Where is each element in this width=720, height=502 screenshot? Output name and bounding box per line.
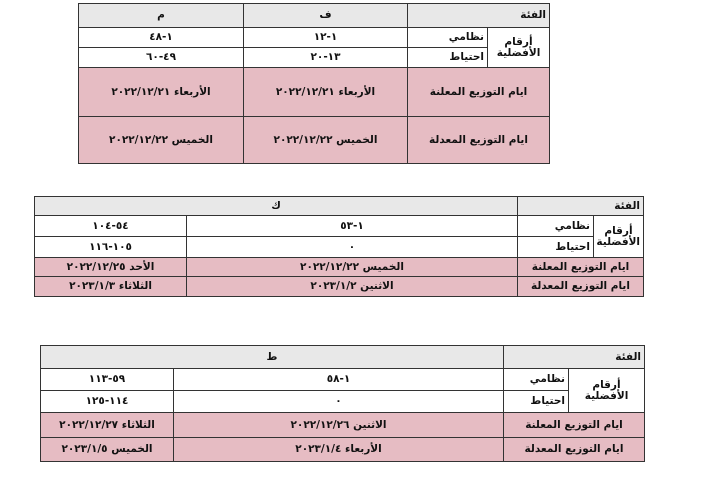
distribution-table-2	[34, 196, 644, 297]
category-header: الفئة	[518, 197, 644, 216]
announced-date-1: الخميس ٢٠٢٢/١٢/٢٢	[187, 258, 518, 277]
category-m-header: م	[79, 4, 244, 28]
reserve-value-2: ١٠٥-١١٦	[35, 237, 187, 258]
regular-value-2: ٥٩-١١٣	[41, 369, 174, 391]
announced-date-2: الأحد ٢٠٢٢/١٢/٢٥	[35, 258, 187, 277]
reserve-f-value: ١٣-٢٠	[244, 48, 408, 68]
preference-numbers-label: أرقام الأفضلية	[488, 28, 550, 68]
category-header: الفئة	[504, 346, 645, 369]
reserve-value-1: ٠	[174, 391, 504, 413]
modified-days-label: ايام التوزيع المعدلة	[518, 277, 644, 297]
announced-date-2: الثلاثاء ٢٠٢٢/١٢/٢٧	[41, 413, 174, 438]
preference-numbers-label: أرقام الأفضلية	[569, 369, 645, 413]
distribution-table-1	[78, 3, 550, 164]
regular-m-value: ١-٤٨	[79, 28, 244, 48]
reserve-label: احتياط	[408, 48, 488, 68]
category-t-header: ط	[41, 346, 504, 369]
regular-value-2: ٥٤-١٠٤	[35, 216, 187, 237]
regular-value-1: ١-٥٣	[187, 216, 518, 237]
category-header: الفئة	[408, 4, 550, 28]
reserve-label: احتياط	[504, 391, 569, 413]
announced-days-label: ايام التوزيع المعلنة	[504, 413, 645, 438]
distribution-table-3	[40, 345, 645, 462]
modified-days-label: ايام التوزيع المعدلة	[408, 117, 550, 164]
reserve-value-1: ٠	[187, 237, 518, 258]
modified-date-2: الثلاثاء ٢٠٢٣/١/٣	[35, 277, 187, 297]
announced-days-label: ايام التوزيع المعلنة	[408, 68, 550, 117]
reserve-label: احتياط	[518, 237, 594, 258]
modified-f-date: الخميس ٢٠٢٢/١٢/٢٢	[244, 117, 408, 164]
reserve-value-2: ١١٤-١٢٥	[41, 391, 174, 413]
modified-m-date: الخميس ٢٠٢٢/١٢/٢٢	[79, 117, 244, 164]
preference-numbers-label: أرقام الأفضلية	[594, 216, 644, 258]
regular-label: نظامي	[518, 216, 594, 237]
category-f-header: ف	[244, 4, 408, 28]
announced-f-date: الأربعاء ٢٠٢٢/١٢/٢١	[244, 68, 408, 117]
modified-date-1: الاثنين ٢٠٢٣/١/٢	[187, 277, 518, 297]
regular-label: نظامي	[408, 28, 488, 48]
announced-days-label: ايام التوزيع المعلنة	[518, 258, 644, 277]
category-k-header: ك	[35, 197, 518, 216]
regular-f-value: ١-١٢	[244, 28, 408, 48]
announced-m-date: الأربعاء ٢٠٢٢/١٢/٢١	[79, 68, 244, 117]
regular-label: نظامي	[504, 369, 569, 391]
announced-date-1: الاثنين ٢٠٢٢/١٢/٢٦	[174, 413, 504, 438]
modified-date-1: الأربعاء ٢٠٢٣/١/٤	[174, 438, 504, 462]
modified-date-2: الخميس ٢٠٢٣/١/٥	[41, 438, 174, 462]
modified-days-label: ايام التوزيع المعدلة	[504, 438, 645, 462]
regular-value-1: ١-٥٨	[174, 369, 504, 391]
reserve-m-value: ٤٩-٦٠	[79, 48, 244, 68]
